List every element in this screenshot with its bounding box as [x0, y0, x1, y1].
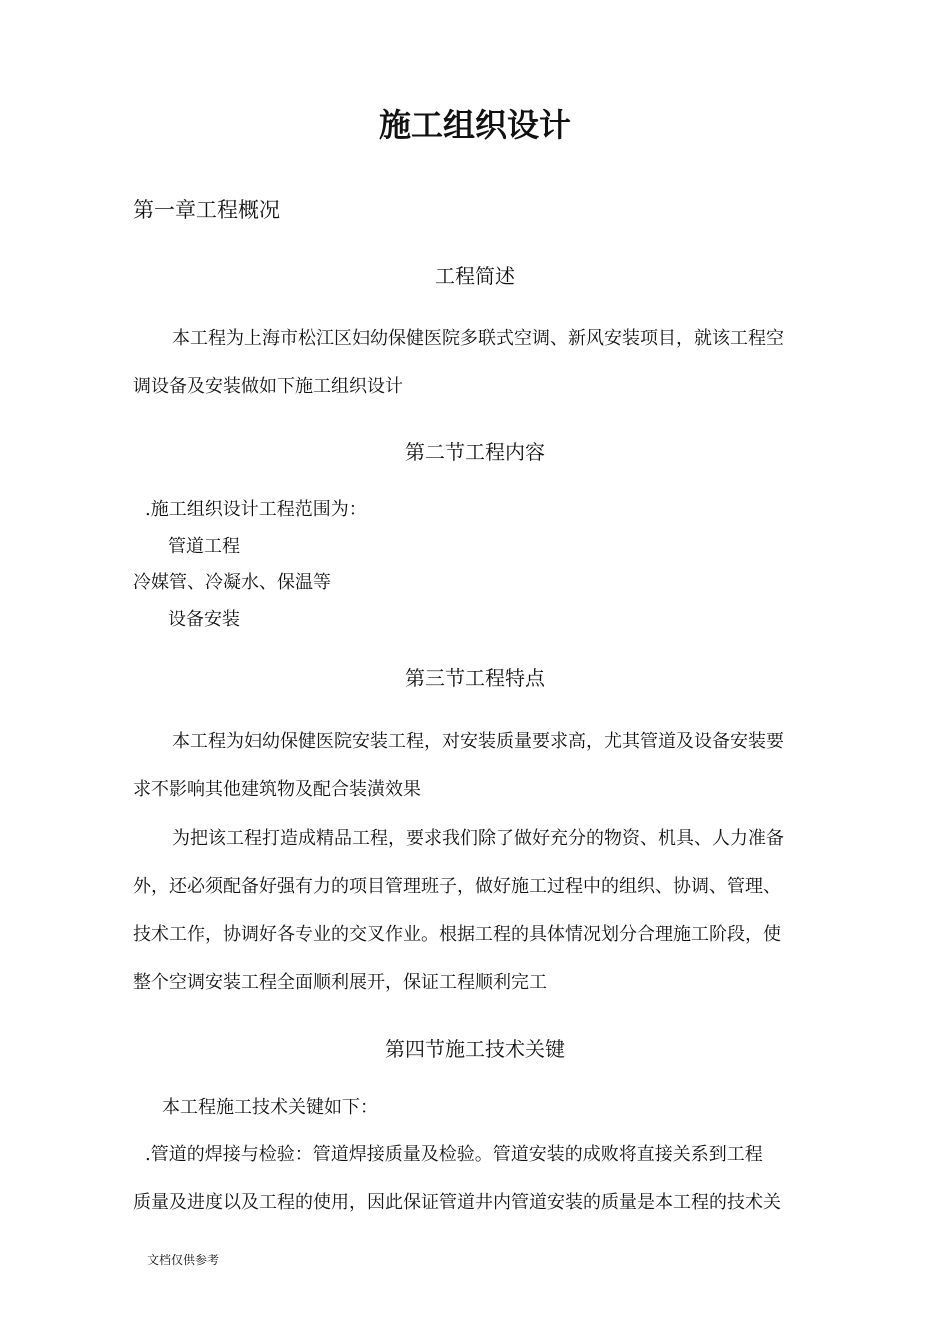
paragraph-line: 调设备及安装做如下施工组织设计: [133, 376, 403, 397]
section-heading-key-tech: 第四节施工技术关键: [385, 1037, 565, 1061]
list-item: 设备安装: [168, 609, 240, 630]
paragraph-line: 本工程为上海市松江区妇幼保健医院多联式空调、新风安装项目，就该工程空: [172, 328, 784, 349]
paragraph-line: 为把该工程打造成精品工程，要求我们除了做好充分的物资、机具、人力准备: [172, 828, 784, 849]
paragraph-line: .管道的焊接与检验：管道焊接质量及检验。管道安装的成败将直接关系到工程: [145, 1144, 763, 1165]
paragraph-line: 技术工作，协调好各专业的交叉作业。根据工程的具体情况划分合理施工阶段，使: [133, 924, 781, 945]
list-item-detail: 冷媒管、冷凝水、保温等: [133, 572, 331, 593]
list-item: 管道工程: [168, 536, 240, 557]
paragraph-line: 本工程施工技术关键如下：: [162, 1097, 378, 1118]
chapter-heading: 第一章工程概况: [133, 198, 280, 222]
scope-label: .施工组织设计工程范围为：: [145, 499, 367, 520]
paragraph-line: 求不影响其他建筑物及配合装潢效果: [133, 779, 421, 800]
document-title: 施工组织设计: [378, 106, 571, 144]
footer-note: 文档仅供参考: [147, 1253, 220, 1267]
paragraph-line: 本工程为妇幼保健医院安装工程，对安装质量要求高，尤其管道及设备安装要: [172, 731, 784, 752]
section-heading-overview: 工程简述: [435, 264, 515, 288]
paragraph-line: 整个空调安装工程全面顺利展开，保证工程顺利完工: [133, 972, 547, 993]
paragraph-line: 外，还必须配备好强有力的项目管理班子，做好施工过程中的组织、协调、管理、: [133, 876, 781, 897]
section-heading-content: 第二节工程内容: [405, 440, 545, 464]
section-heading-features: 第三节工程特点: [405, 666, 545, 690]
paragraph-line: 质量及进度以及工程的使用，因此保证管道井内管道安装的质量是本工程的技术关: [133, 1192, 781, 1213]
